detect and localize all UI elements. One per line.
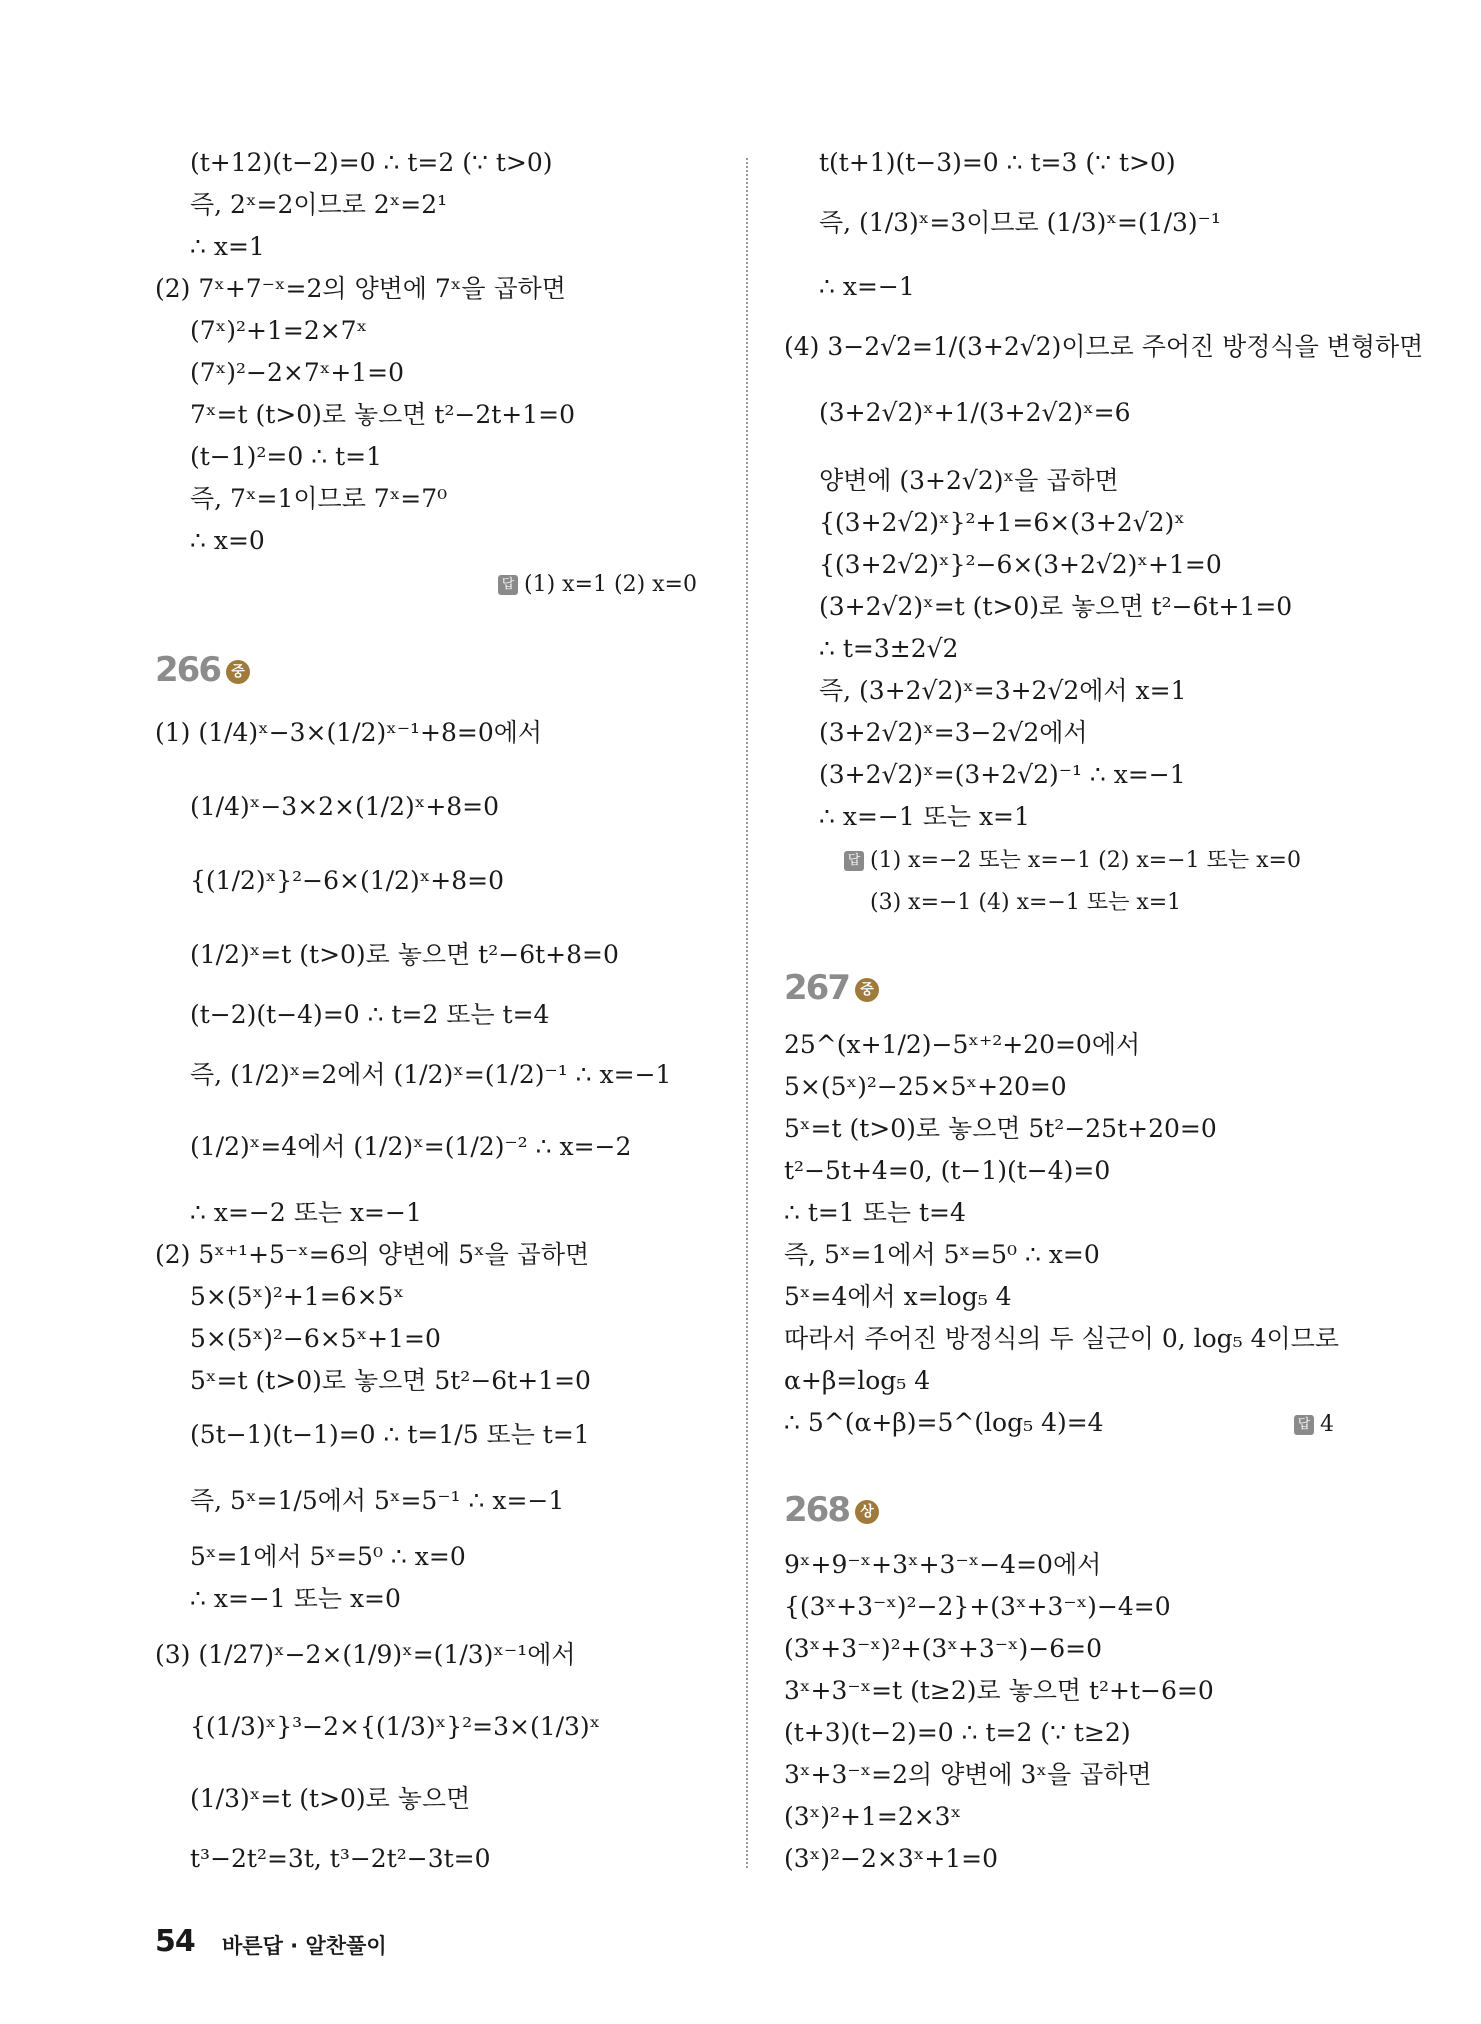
difficulty-badge: 중 bbox=[226, 660, 250, 684]
difficulty-badge: 중 bbox=[855, 978, 879, 1002]
answer-icon: 답 bbox=[844, 851, 864, 871]
solution-line: (3ˣ)²+1=2×3ˣ bbox=[784, 1802, 962, 1831]
answer-266-row2: (3) x=−1 (4) x=−1 또는 x=1 bbox=[870, 890, 1182, 915]
solution-line: (3ˣ)²−2×3ˣ+1=0 bbox=[784, 1844, 999, 1873]
solution-line: 7ˣ=t (t>0)로 놓으면 t²−2t+1=0 bbox=[190, 400, 576, 429]
difficulty-badge: 상 bbox=[855, 1500, 879, 1524]
solution-line: (t−1)²=0 ∴ t=1 bbox=[190, 442, 382, 471]
solution-line: (7ˣ)²−2×7ˣ+1=0 bbox=[190, 358, 405, 387]
solution-line: (1/2)ˣ=4에서 (1/2)ˣ=(1/2)⁻² ∴ x=−2 bbox=[190, 1132, 632, 1161]
solution-line: 25^(x+1/2)−5ˣ⁺²+20=0에서 bbox=[784, 1030, 1141, 1059]
solution-line: (2) 7ˣ+7⁻ˣ=2의 양변에 7ˣ을 곱하면 bbox=[155, 274, 566, 303]
solution-line: (5t−1)(t−1)=0 ∴ t=1/5 또는 t=1 bbox=[190, 1420, 590, 1449]
solution-line: ∴ x=−1 bbox=[819, 272, 915, 301]
solution-line: t(t+1)(t−3)=0 ∴ t=3 (∵ t>0) bbox=[819, 148, 1176, 177]
solution-line: 9ˣ+9⁻ˣ+3ˣ+3⁻ˣ−4=0에서 bbox=[784, 1550, 1102, 1579]
solution-line: (3+2√2)ˣ=(3+2√2)⁻¹ ∴ x=−1 bbox=[819, 760, 1186, 789]
problem-266-heading: 266 중 bbox=[155, 650, 250, 690]
solution-line: ∴ x=−1 또는 x=0 bbox=[190, 1584, 401, 1613]
solution-line: (3+2√2)ˣ=t (t>0)로 놓으면 t²−6t+1=0 bbox=[819, 592, 1293, 621]
solution-line: ∴ t=3±2√2 bbox=[819, 634, 959, 663]
solution-line: ∴ 5^(α+β)=5^(log₅ 4)=4 bbox=[784, 1408, 1104, 1437]
solution-line: {(1/3)ˣ}³−2×{(1/3)ˣ}²=3×(1/3)ˣ bbox=[190, 1712, 601, 1741]
solution-line: 즉, (3+2√2)ˣ=3+2√2에서 x=1 bbox=[819, 676, 1187, 705]
solution-line: 3ˣ+3⁻ˣ=t (t≥2)로 놓으면 t²+t−6=0 bbox=[784, 1676, 1214, 1705]
solution-line: (1/2)ˣ=t (t>0)로 놓으면 t²−6t+8=0 bbox=[190, 940, 619, 969]
solution-line: α+β=log₅ 4 bbox=[784, 1366, 931, 1395]
solution-line: 즉, (1/3)ˣ=3이므로 (1/3)ˣ=(1/3)⁻¹ bbox=[819, 208, 1221, 237]
solution-line: {(1/2)ˣ}²−6×(1/2)ˣ+8=0 bbox=[190, 866, 505, 895]
problem-268-heading: 268 상 bbox=[784, 1490, 879, 1530]
solution-line: 5ˣ=t (t>0)로 놓으면 5t²−25t+20=0 bbox=[784, 1114, 1217, 1143]
solution-line: {(3ˣ+3⁻ˣ)²−2}+(3ˣ+3⁻ˣ)−4=0 bbox=[784, 1592, 1171, 1621]
solution-line: 양변에 (3+2√2)ˣ을 곱하면 bbox=[819, 466, 1119, 495]
solution-line: 즉, (1/2)ˣ=2에서 (1/2)ˣ=(1/2)⁻¹ ∴ x=−1 bbox=[190, 1060, 672, 1089]
solution-line: (1) (1/4)ˣ−3×(1/2)ˣ⁻¹+8=0에서 bbox=[155, 718, 543, 747]
solution-line: {(3+2√2)ˣ}²+1=6×(3+2√2)ˣ bbox=[819, 508, 1185, 537]
solution-line: (3+2√2)ˣ=3−2√2에서 bbox=[819, 718, 1088, 747]
solution-line: t²−5t+4=0, (t−1)(t−4)=0 bbox=[784, 1156, 1111, 1185]
solution-line: 5ˣ=t (t>0)로 놓으면 5t²−6t+1=0 bbox=[190, 1366, 591, 1395]
solution-line: 즉, 5ˣ=1에서 5ˣ=5⁰ ∴ x=0 bbox=[784, 1240, 1100, 1269]
solution-line: ∴ x=0 bbox=[190, 526, 265, 555]
answer-icon: 답 bbox=[1294, 1415, 1314, 1435]
solution-line: (7ˣ)²+1=2×7ˣ bbox=[190, 316, 368, 345]
solution-line: (3ˣ+3⁻ˣ)²+(3ˣ+3⁻ˣ)−6=0 bbox=[784, 1634, 1102, 1663]
answer-icon: 답 bbox=[498, 575, 518, 595]
column-divider bbox=[746, 158, 748, 1868]
solution-line: (3+2√2)ˣ+1/(3+2√2)ˣ=6 bbox=[819, 398, 1131, 427]
answer-265: 답 (1) x=1 (2) x=0 bbox=[498, 570, 697, 600]
solution-line: (t+3)(t−2)=0 ∴ t=2 (∵ t≥2) bbox=[784, 1718, 1131, 1747]
solution-line: 즉, 2ˣ=2이므로 2ˣ=2¹ bbox=[190, 190, 448, 219]
answer-267: 답 4 bbox=[1294, 1410, 1334, 1440]
solution-line: (t+12)(t−2)=0 ∴ t=2 (∵ t>0) bbox=[190, 148, 553, 177]
solution-line: (t−2)(t−4)=0 ∴ t=2 또는 t=4 bbox=[190, 1000, 550, 1029]
solution-line: 5×(5ˣ)²+1=6×5ˣ bbox=[190, 1282, 405, 1311]
solution-line: 5×(5ˣ)²−25×5ˣ+20=0 bbox=[784, 1072, 1067, 1101]
solution-line: 즉, 7ˣ=1이므로 7ˣ=7⁰ bbox=[190, 484, 448, 513]
solution-line: t³−2t²=3t, t³−2t²−3t=0 bbox=[190, 1844, 491, 1873]
solution-line: 3ˣ+3⁻ˣ=2의 양변에 3ˣ을 곱하면 bbox=[784, 1760, 1152, 1789]
solution-line: {(3+2√2)ˣ}²−6×(3+2√2)ˣ+1=0 bbox=[819, 550, 1222, 579]
solution-line: 5×(5ˣ)²−6×5ˣ+1=0 bbox=[190, 1324, 441, 1353]
solution-line: 5ˣ=1에서 5ˣ=5⁰ ∴ x=0 bbox=[190, 1542, 466, 1571]
solution-line: (2) 5ˣ⁺¹+5⁻ˣ=6의 양변에 5ˣ을 곱하면 bbox=[155, 1240, 590, 1269]
solution-line: ∴ t=1 또는 t=4 bbox=[784, 1198, 966, 1227]
answer-266-row1: 답 (1) x=−2 또는 x=−1 (2) x=−1 또는 x=0 bbox=[844, 846, 1301, 876]
solution-line: (1/3)ˣ=t (t>0)로 놓으면 bbox=[190, 1784, 471, 1813]
solution-line: 즉, 5ˣ=1/5에서 5ˣ=5⁻¹ ∴ x=−1 bbox=[190, 1486, 565, 1515]
problem-267-heading: 267 중 bbox=[784, 968, 879, 1008]
page-number: 54 bbox=[155, 1924, 195, 1959]
solution-line: (4) 3−2√2=1/(3+2√2)이므로 주어진 방정식을 변형하면 bbox=[784, 332, 1424, 361]
solution-line: 5ˣ=4에서 x=log₅ 4 bbox=[784, 1282, 1012, 1311]
solution-line: ∴ x=1 bbox=[190, 232, 265, 261]
solution-line: (3) (1/27)ˣ−2×(1/9)ˣ=(1/3)ˣ⁻¹에서 bbox=[155, 1640, 576, 1669]
footer-title: 바른답 · 알찬풀이 bbox=[222, 1934, 387, 1958]
solution-line: ∴ x=−2 또는 x=−1 bbox=[190, 1198, 422, 1227]
solution-line: (1/4)ˣ−3×2×(1/2)ˣ+8=0 bbox=[190, 792, 500, 821]
solution-line: ∴ x=−1 또는 x=1 bbox=[819, 802, 1030, 831]
solution-line: 따라서 주어진 방정식의 두 실근이 0, log₅ 4이므로 bbox=[784, 1324, 1340, 1353]
